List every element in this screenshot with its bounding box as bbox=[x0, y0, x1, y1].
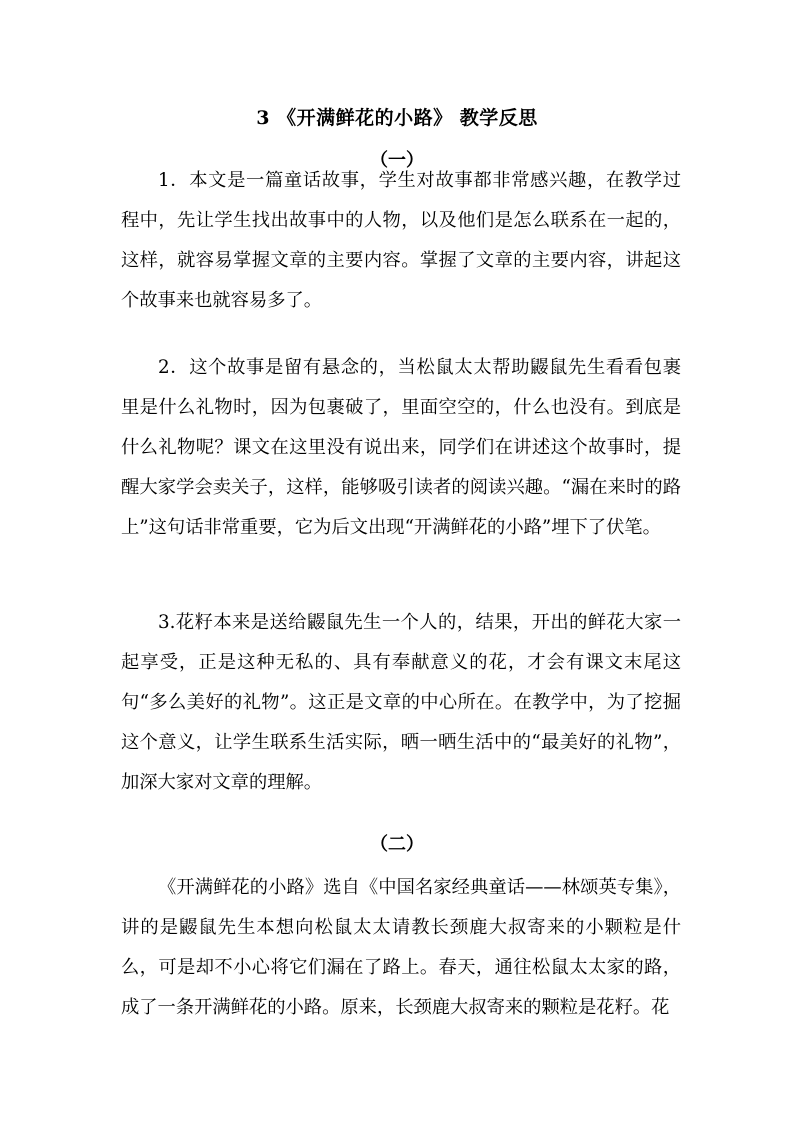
section-heading-1: （一） bbox=[370, 150, 424, 171]
section-heading-2: （二） bbox=[370, 834, 424, 855]
paragraph-3: 3.花籽本来是送给鼹鼠先生一个人的，结果，开出的鲜花大家一起享受，正是这种无私的、具有奉献意义的花，才会有课文末尾这句“多么美好的礼物”。这正是文章的中心所在。在教学中，为了挖掘这个意义，让学生联系生活实际，晒一晒生活中的“最美好的礼物”，加深大家对文章的理解。 bbox=[121, 612, 681, 793]
paragraph-4: 《开满鲜花的小路》选自《中国名家经典童话——林颂英专集》，讲的是鼹鼠先生本想向松鼠太太请教长颈鹿大叔寄来的小颗粒是什么，可是却不小心将它们漏在了路上。春天，通往松鼠太太家的路，成了一条开满鲜花的小路。原来，长颈鹿大叔寄来的颗粒是花籽。花 bbox=[121, 877, 681, 1018]
paragraph-2: 2．这个故事是留有悬念的，当松鼠太太帮助鼹鼠先生看看包裹里是什么礼物时，因为包裹破了，里面空空的，什么也没有。到底是什么礼物呢？课文在这里没有说出来，同学们在讲述这个故事时，提醒大家学会卖关子，这样，能够吸引读者的阅读兴趣。“漏在来时的路上”这句话非常重要，它为后文出现“开满鲜花的小路”埋下了伏笔。 bbox=[121, 357, 681, 538]
paragraph-1: 1．本文是一篇童话故事，学生对故事都非常感兴趣，在教学过程中，先让学生找出故事中的人物，以及他们是怎么联系在一起的，这样，就容易掌握文章的主要内容。掌握了文章的主要内容，讲起这个故事来也就容易多了。 bbox=[121, 170, 681, 311]
document-title: 3 《开满鲜花的小路》 教学反思 bbox=[256, 107, 538, 129]
